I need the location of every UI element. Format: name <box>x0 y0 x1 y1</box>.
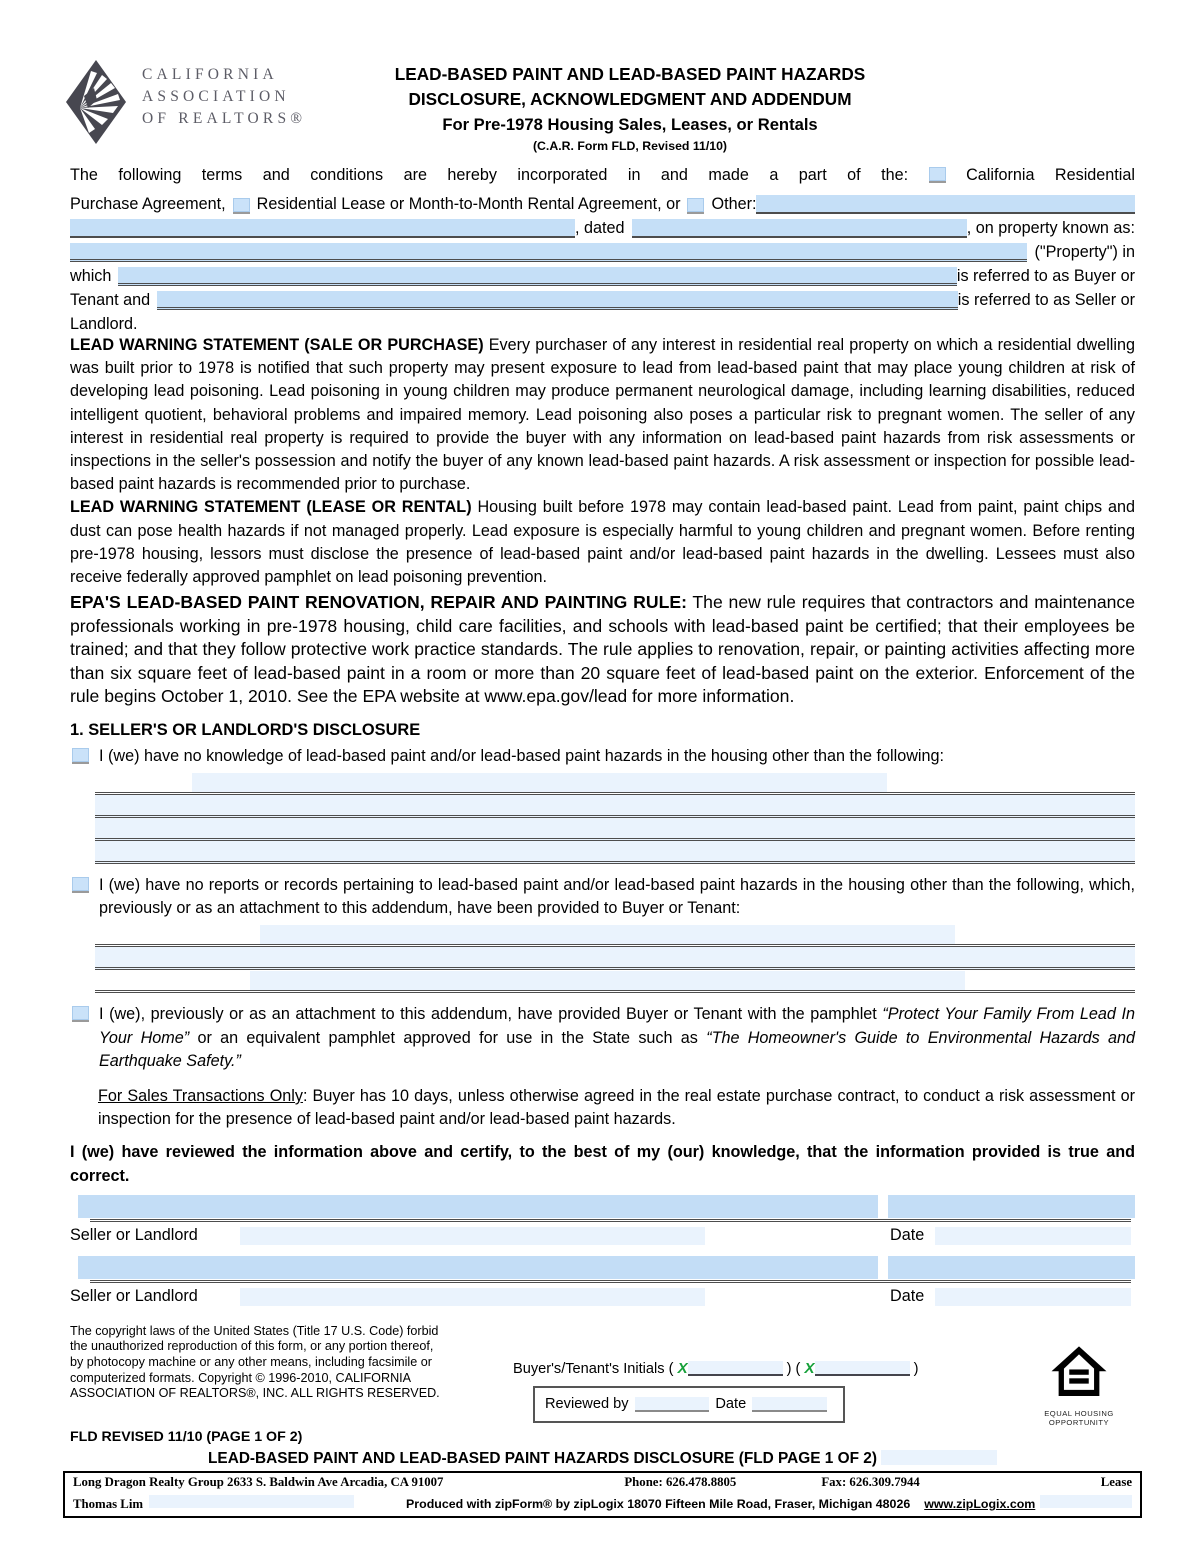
buyer-initials-field-1[interactable] <box>688 1361 783 1376</box>
broker-footer-row-2 <box>65 1494 1140 1516</box>
seller-signature-field-1[interactable] <box>78 1195 878 1218</box>
intro-text: , on property known as: <box>966 219 1135 237</box>
disclosure-item-a-text: I (we) have no knowledge of lead-based paint and/or lead-based paint hazards in the housing other than the following: <box>99 746 945 765</box>
blank-line[interactable] <box>95 818 1135 841</box>
signature-date-field-2[interactable] <box>888 1256 1135 1279</box>
section1-heading: 1. SELLER'S OR LANDLORD'S DISCLOSURE <box>70 720 421 739</box>
signature-block-2 <box>70 1255 1135 1314</box>
date-label: Date <box>890 1286 925 1305</box>
reviewed-by-field[interactable] <box>635 1397 710 1412</box>
initials-close: ) <box>913 1360 919 1377</box>
document-tag: Lease <box>1100 1474 1132 1489</box>
initials-x-mark-1: X <box>677 1359 688 1377</box>
property-address-field[interactable] <box>70 243 1027 262</box>
broker-footer-row-1 <box>65 1473 1140 1494</box>
agent-name: Thomas Lim <box>73 1496 144 1511</box>
reviewed-by-box <box>533 1386 845 1423</box>
buyer-name-field[interactable] <box>118 267 956 286</box>
ziplogix-link[interactable]: www.zipLogix.com <box>924 1496 1036 1511</box>
intro-line-7 <box>70 310 1135 334</box>
initials-x-mark-2: X <box>804 1359 815 1377</box>
broker-footer-box <box>63 1471 1142 1518</box>
bottom-page-title-text: LEAD-BASED PAINT AND LEAD-BASED PAINT HAZARDS DISCLOSURE (FLD PAGE 1 OF 2) <box>208 1449 877 1467</box>
intro-text: Other: <box>711 195 757 213</box>
blank-line[interactable] <box>95 795 1135 818</box>
printed-date-field-1[interactable] <box>935 1227 1131 1245</box>
date-label: Date <box>890 1225 925 1244</box>
checkbox-no-knowledge[interactable] <box>72 748 89 764</box>
lead-warning-sale-paragraph <box>70 334 1135 496</box>
footer-right-field[interactable] <box>1040 1495 1132 1508</box>
intro-line-2 <box>70 190 1135 214</box>
lead-warning-sale-heading: LEAD WARNING STATEMENT (SALE OR PURCHASE) <box>70 336 484 354</box>
intro-text: Landlord. <box>70 315 138 333</box>
certification-statement: I (we) have reviewed the information above and certify, to the best of my (our) knowledge, that the information provided is true and correct. <box>70 1143 1135 1185</box>
copyright-line: The copyright laws of the United States (Title 17 U.S. Code) forbid <box>70 1323 439 1338</box>
seller-landlord-label: Seller or Landlord <box>70 1286 198 1305</box>
equal-housing-logo <box>1023 1324 1135 1427</box>
sales-transactions-paragraph <box>70 1085 1135 1131</box>
buyer-initials-field-2[interactable] <box>815 1361 910 1376</box>
seller-name-field[interactable] <box>157 291 958 310</box>
intro-text: which <box>70 267 112 285</box>
intro-line-1 <box>70 166 1135 190</box>
car-logo <box>70 56 325 155</box>
fld-revised-line: FLD REVISED 11/10 (PAGE 1 OF 2) <box>70 1428 303 1445</box>
disclosure-item-c-text <box>99 1003 1135 1073</box>
copyright-line: by photocopy machine or any other means, including facsimile or <box>70 1354 432 1369</box>
blank-line-field[interactable] <box>250 971 965 990</box>
agent-field[interactable] <box>149 1495 354 1508</box>
pamphlet-title-2: “The Homeowner's Guide to Environmental Hazards and Earthquake Safety.” <box>99 1028 1136 1070</box>
page-title-field[interactable] <box>881 1450 997 1465</box>
disclosure-item-b <box>70 874 1135 920</box>
sales-transactions-body: : Buyer has 10 days, unless otherwise agreed in the real estate purchase contract, to conduct a risk assessment or inspection for the presence of lead-based paint and/or lead-based paint hazards. <box>98 1086 1135 1129</box>
other-agreement-field[interactable] <box>756 195 1135 214</box>
lead-warning-lease-body: Housing built before 1978 may contain lead-based paint. Lead from paint, paint chips and dust can pose health hazards if not managed properly. Lead exposure is especially harmful to young children and pregnant women. Before renting pre-1978 housing, lessors must disclose the presence of lead-based paint and/or lead-based paint hazards in the dwelling. Lessees must also receive federally approved pamphlet on lead poisoning prevention. <box>70 498 1136 587</box>
reviewed-date-label: Date <box>715 1396 747 1413</box>
blank-line[interactable] <box>95 970 1135 993</box>
form-header <box>70 0 1135 155</box>
signature-band <box>70 1194 1135 1219</box>
agreement-name-field[interactable] <box>70 219 575 238</box>
initials-and-review <box>495 1324 1023 1427</box>
lead-warning-lease-paragraph <box>70 496 1135 589</box>
bottom-row <box>70 1324 1135 1427</box>
intro-text: is referred to as Buyer or <box>956 267 1135 285</box>
blank-line[interactable] <box>95 772 1135 795</box>
form-title-block <box>325 56 935 155</box>
blank-line[interactable] <box>95 947 1135 970</box>
intro-text: Purchase Agreement, <box>70 195 226 213</box>
form-title-line4: (C.A.R. Form FLD, Revised 11/10) <box>532 139 728 153</box>
printed-date-field-2[interactable] <box>935 1288 1131 1306</box>
intro-line-3 <box>70 214 1135 238</box>
sales-transactions-label: For Sales Transactions Only <box>98 1086 303 1105</box>
checkbox-no-reports[interactable] <box>72 877 89 893</box>
signature-block-1 <box>70 1194 1135 1253</box>
disclosure-a-blank-lines <box>95 772 1135 864</box>
lead-warning-sale-body: Every purchaser of any interest in residential real property on which a residential dwelling was built prior to 1978 is notified that such property may present exposure to lead from lead-based paint that may place young children at risk of developing lead poisoning. Lead poisoning in young children may produce permanent neurological damage, including learning disabilities, reduced intelligent quotient, behavioral problems and impaired memory. Lead poisoning also poses a particular risk to pregnant women. The seller of any interest in residential real property is required to provide the buyer with any information on lead-based paint hazards from risk assessments or inspections in the seller's possession and notify the buyer of any known lead-based paint hazards. A risk assessment or inspection for possible lead-based paint hazards is recommended prior to purchase. <box>70 336 1135 494</box>
checkbox-residential-lease[interactable] <box>233 198 250 214</box>
disclosure-b-blank-lines <box>95 924 1135 993</box>
blank-line-field[interactable] <box>260 925 955 944</box>
agreement-date-field[interactable] <box>632 219 967 238</box>
intro-text: is referred to as Seller or <box>957 291 1135 309</box>
signature-band <box>70 1255 1135 1280</box>
copyright-line: ASSOCIATION OF REALTORS®, INC. ALL RIGHTS RESERVED. <box>70 1386 440 1401</box>
intro-line-4 <box>70 238 1135 262</box>
item-c-text: I (we), previously or as an attachment to this addendum, have provided Buyer or Tenant with the pamphlet <box>99 1005 877 1024</box>
intro-line-6 <box>70 286 1135 310</box>
intro-text: ("Property") in <box>1034 243 1135 261</box>
signature-labels <box>70 1222 1135 1253</box>
bottom-page-title <box>70 1450 1135 1468</box>
intro-line-5 <box>70 262 1135 286</box>
copyright-notice <box>70 1324 495 1427</box>
printed-name-field-2[interactable] <box>240 1288 705 1306</box>
epa-rule-heading: EPA'S LEAD-BASED PAINT RENOVATION, REPAIR AND PAINTING RULE: <box>70 592 687 613</box>
reviewed-date-field[interactable] <box>752 1397 827 1412</box>
broker-fax: Fax: 626.309.7944 <box>821 1474 920 1489</box>
broker-office: Long Dragon Realty Group 2633 S. Baldwin Ave Arcadia, CA 91007 <box>73 1474 444 1489</box>
car-logo-text: CALIFORNIA ASSOCIATION OF REALTORS® <box>142 66 307 127</box>
lead-warning-lease-heading: LEAD WARNING STATEMENT (LEASE OR RENTAL) <box>70 498 472 517</box>
equal-housing-icon <box>1048 1344 1110 1402</box>
copyright-line: the unauthorized reproduction of this form, or any portion thereof, <box>70 1339 434 1354</box>
blank-line[interactable] <box>95 924 1135 947</box>
item-c-text: or an equivalent pamphlet approved for use in the State such as <box>197 1028 698 1047</box>
intro-text: , dated <box>575 219 625 237</box>
epa-rule-paragraph <box>70 591 1135 709</box>
ziplogix-produced-text: Produced with zipForm® by zipLogix 18070 Fifteen Mile Road, Fraser, Michigan 48026 <box>406 1496 911 1511</box>
seller-signature-field-2[interactable] <box>78 1256 878 1279</box>
broker-phone: Phone: 626.478.8805 <box>624 1474 737 1489</box>
checkbox-pamphlet-provided[interactable] <box>72 1006 89 1022</box>
form-title-line3: For Pre-1978 Housing Sales, Leases, or Rentals <box>442 115 818 134</box>
intro-text: Residential Lease or Month-to-Month Rental Agreement, or <box>256 195 681 213</box>
signature-labels <box>70 1283 1135 1314</box>
eho-caption: EQUAL HOUSING OPPORTUNITY <box>1044 1408 1114 1427</box>
form-title-line1: LEAD-BASED PAINT AND LEAD-BASED PAINT HAZARDS <box>394 64 866 84</box>
initials-separator: ) ( <box>786 1360 801 1377</box>
intro-text: The following terms and conditions are hereby incorporated in and made a part of the: <box>70 166 909 184</box>
reviewed-by-label: Reviewed by <box>545 1396 629 1413</box>
form-title-line2: DISCLOSURE, ACKNOWLEDGMENT AND ADDENDUM <box>408 89 852 109</box>
signature-date-field-1[interactable] <box>888 1195 1135 1218</box>
intro-text: Tenant and <box>70 291 151 309</box>
epa-rule-body: The new rule requires that contractors and maintenance professionals working in pre-1978 housing, child care facilities, and schools with lead-based paint be certified; that their employees be trained; and that they follow protective work practice standards. The rule applies to renovation, repair, or painting activities affecting more than six square feet of lead-based paint in a room or more than 20 square feet of lead-based paint on the exterior. Enforcement of the rule begins October 1, 2010. See the EPA website at www.epa.gov/lead for more information. <box>70 592 1135 707</box>
copyright-line: computerized formats. Copyright © 1996-2010, CALIFORNIA <box>70 1370 412 1385</box>
car-diamond-logo-icon <box>64 58 128 146</box>
pamphlet-title-1: “Protect Your Family From Lead In Your Home” <box>99 1005 1136 1047</box>
checkbox-residential-purchase[interactable] <box>929 167 946 183</box>
printed-name-field-1[interactable] <box>240 1227 705 1245</box>
intro-text: California Residential <box>966 166 1135 184</box>
disclosure-item-a <box>70 745 1135 768</box>
blank-line[interactable] <box>95 841 1135 864</box>
disclosure-item-c <box>70 1003 1135 1073</box>
intro-paragraph <box>70 166 1135 334</box>
blank-line-field[interactable] <box>192 773 887 792</box>
buyers-tenants-initials <box>495 1360 1023 1377</box>
checkbox-other[interactable] <box>687 198 704 214</box>
disclosure-item-b-text: I (we) have no reports or records pertaining to lead-based paint and/or lead-based paint hazards in the housing other than the following, which, previously or as an attachment to this addendum, have been provided to Buyer or Tenant: <box>99 875 1135 918</box>
initials-label: Buyer's/Tenant's Initials ( <box>513 1360 674 1377</box>
seller-landlord-label: Seller or Landlord <box>70 1225 198 1244</box>
